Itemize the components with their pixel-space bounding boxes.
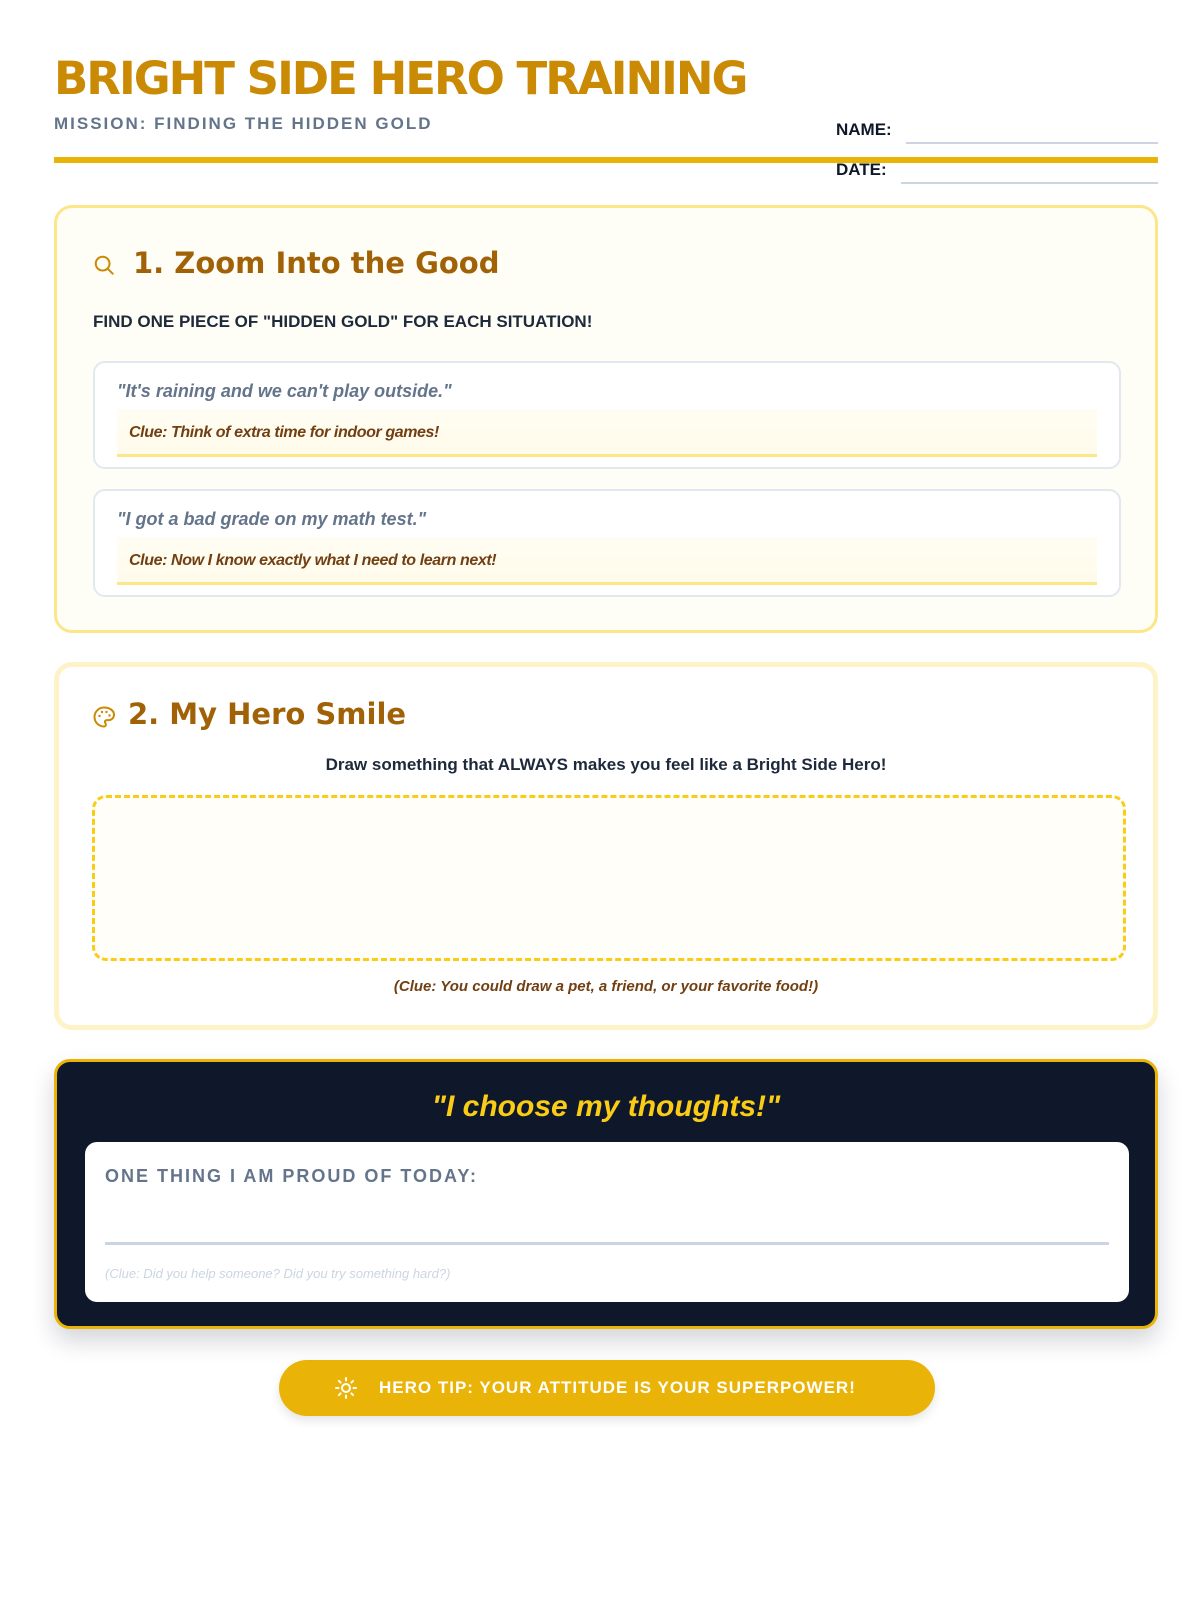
hero-tip-banner	[279, 1360, 935, 1416]
proud-label: ONE THING I AM PROUD OF TODAY:	[105, 1166, 479, 1186]
answer-area[interactable]	[117, 537, 1097, 585]
answer-area[interactable]	[117, 409, 1097, 457]
sun-icon	[334, 1376, 358, 1405]
proud-clue: (Clue: Did you help someone? Did you try something hard?)	[105, 1266, 451, 1281]
name-line[interactable]	[906, 142, 1158, 144]
search-icon	[93, 254, 115, 281]
date-line[interactable]	[901, 182, 1158, 184]
situation-card	[93, 489, 1121, 597]
date-label: DATE:	[836, 160, 887, 179]
proud-answer-line[interactable]	[105, 1242, 1109, 1245]
situation-quote: "It's raining and we can't play outside."	[117, 381, 452, 401]
clue-text: Clue: Now I know exactly what I need to learn next!	[129, 552, 497, 569]
hero-tip-text: HERO TIP: YOUR ATTITUDE IS YOUR SUPERPOWER!	[379, 1378, 856, 1397]
proud-answer-box	[85, 1142, 1129, 1302]
palette-icon	[92, 705, 116, 734]
worksheet-header	[54, 48, 1158, 179]
section-title: 1. Zoom Into the Good	[133, 246, 500, 280]
section-instruction: FIND ONE PIECE OF "HIDDEN GOLD" FOR EACH SITUATION!	[93, 312, 593, 331]
hero-smile-section	[54, 662, 1158, 1030]
motto-quote: "I choose my thoughts!"	[431, 1090, 781, 1123]
worksheet-title: BRIGHT SIDE HERO TRAINING	[54, 52, 747, 105]
drawing-instruction: Draw something that ALWAYS makes you feel like a Bright Side Hero!	[325, 755, 887, 774]
situation-quote: "I got a bad grade on my math test."	[117, 509, 427, 529]
section-title: 2. My Hero Smile	[128, 697, 407, 731]
zoom-into-good-section	[54, 205, 1158, 633]
name-field[interactable]	[836, 114, 1158, 144]
situation-card	[93, 361, 1121, 469]
drawing-area[interactable]	[92, 795, 1126, 961]
proud-section	[54, 1059, 1158, 1329]
clue-text: Clue: Think of extra time for indoor games!	[129, 424, 439, 441]
date-field[interactable]	[836, 154, 1158, 184]
mission-subtitle: MISSION: FINDING THE HIDDEN GOLD	[54, 114, 433, 133]
drawing-clue: (Clue: You could draw a pet, a friend, or your favorite food!)	[393, 978, 819, 995]
name-label: NAME:	[836, 120, 892, 139]
